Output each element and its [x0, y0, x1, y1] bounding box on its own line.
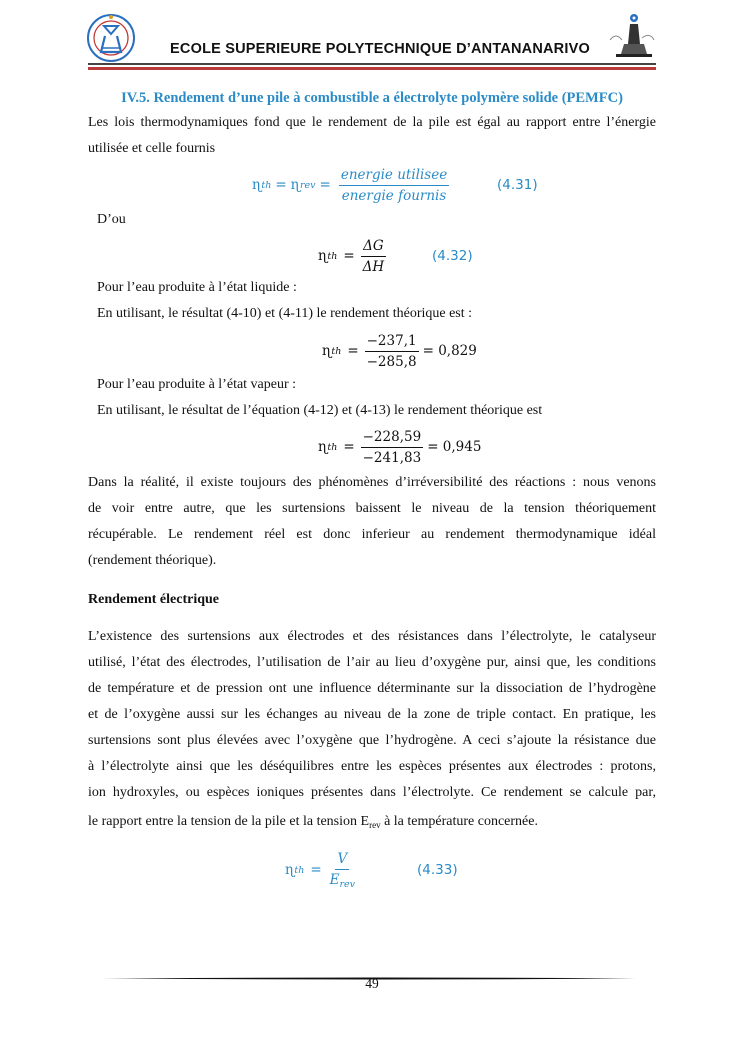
- eq-lhs: ɳ: [285, 862, 295, 878]
- eq-lhs-sub: th: [261, 179, 272, 191]
- section-title: IV.5. Rendement d’une pile à combustible a électrolyte polymère solide (PEMFC): [121, 90, 623, 106]
- eq-numerator: V: [335, 851, 349, 870]
- eq-denominator: [328, 870, 357, 890]
- subheading: Rendement électrique: [88, 592, 220, 607]
- eq-result: = 0,945: [427, 439, 482, 455]
- equation-number: (4.31): [497, 177, 538, 193]
- school-logo-left: [86, 12, 136, 64]
- liquid-heading: Pour l’eau produite à l’état liquide :: [97, 280, 297, 295]
- eq-denominator: −241,83: [362, 449, 422, 466]
- header-title: ECOLE SUPERIEURE POLYTECHNIQUE D’ANTANANARIVO: [170, 41, 590, 57]
- header-rule-red: [88, 67, 656, 70]
- eq-mid: ɳ: [290, 177, 300, 193]
- eq-numerator: ΔG: [361, 238, 386, 257]
- paragraph-line: surtensions sont plus élevées avec l’oxygène que l’hydrogène. A ceci s’ajoute la résistance due: [88, 733, 656, 748]
- eq-mid-sub: rev: [300, 179, 316, 191]
- paragraph-line: L’existence des surtensions aux électrodes et des résistances dans l’électrolyte, le catalyseur: [88, 629, 656, 644]
- paragraph-line: et de l’oxygène aussi sur les échanges au niveau de la zone de triple contact. En pratique, les: [88, 707, 656, 722]
- equation-4-33: ɳ th = $\frac{V}{E_{rev}}$: [285, 850, 356, 890]
- vapour-text: En utilisant, le résultat de l’équation (4-12) et (4-13) le rendement théorique est: [97, 403, 543, 418]
- eq-numerator: −237,1: [365, 333, 419, 352]
- den-sub: rev: [339, 878, 356, 890]
- equation-number: (4.33): [417, 862, 458, 878]
- text-before: le rapport entre la tension de la pile et la tension E: [88, 814, 370, 829]
- subscript-rev: rev: [369, 820, 381, 830]
- page-number: 49: [365, 976, 379, 991]
- equation-number: (4.32): [432, 248, 473, 264]
- eq-lhs-sub: th: [327, 441, 338, 453]
- department-logo-right: [606, 10, 656, 64]
- equation-vapour: ɳ th = $\frac{-228,59}{-241,83}$ = 0,945: [318, 428, 482, 466]
- eq-lhs-sub: th: [331, 345, 342, 357]
- paragraph-line: à l’électrolyte ainsi que les déséquilibres entre les espèces présentes aux électrodes : protons,: [88, 759, 656, 774]
- eq-numerator: energie utilisee: [339, 167, 449, 186]
- paragraph-line: de température et de pression ont une influence déterminante sur la dissociation de l’hydrogène: [88, 681, 656, 696]
- paragraph-line: (rendement théorique).: [88, 553, 217, 568]
- eq-denominator: −285,8: [366, 353, 417, 370]
- header-rule-thin: [88, 63, 656, 65]
- paragraph-line: ion hydroxyles, ou espèces ioniques présentes dans l’électrolyte. Ce rendement se calcule par,: [88, 785, 656, 800]
- eq-lhs: ɳ: [322, 343, 332, 359]
- liquid-text: En utilisant, le résultat (4-10) et (4-11) le rendement théorique est :: [97, 306, 473, 321]
- eq-result: = 0,829: [422, 343, 477, 359]
- eq-lhs-sub: th: [327, 250, 338, 262]
- equation-4-32: ɳ th = $\frac{\Delta G}{\Delta H}$: [318, 237, 385, 275]
- eq-lhs-sub: th: [294, 864, 305, 876]
- equation-liquid: ɳ th = $\frac{-237,1}{-285,8}$ = 0,829: [322, 332, 477, 370]
- text-after: à la température concernée.: [380, 814, 538, 829]
- paragraph-line: utilisée et celle fournis: [88, 141, 216, 156]
- equation-4-31: ɳ th = ɳ rev = $\frac{\text{energie utilisee}}{\text{energie fournis}}$: [252, 166, 448, 204]
- eq-denominator: ΔH: [362, 258, 385, 275]
- dou-label: D’ou: [97, 212, 126, 227]
- paragraph-line: de voir entre autre, que les surtensions baissent le niveau de la tension théoriquement: [88, 501, 656, 516]
- eq-denominator: energie fournis: [341, 187, 447, 204]
- eq-lhs: ɳ: [318, 248, 328, 264]
- paragraph-line: récupérable. Le rendement réel est donc inferieur au rendement thermodynamique idéal: [88, 527, 656, 542]
- paragraph-line: Les lois thermodynamiques fond que le rendement de la pile est égal au rapport entre l’énergie: [88, 115, 656, 130]
- paragraph-line: Dans la réalité, il existe toujours des phénomènes d’irréversibilité des réactions : nous venons: [88, 475, 656, 490]
- footer-rule: [102, 967, 642, 970]
- paragraph-line: utilisé, l’état des électrodes, l’utilisation de l’air au lieu d’oxygène pur, ainsi que, les conditions: [88, 655, 656, 670]
- den-main: E: [329, 871, 340, 888]
- paragraph-line-last: [88, 809, 656, 838]
- eq-lhs: ɳ: [318, 439, 328, 455]
- vapour-heading: Pour l’eau produite à l’état vapeur :: [97, 377, 297, 392]
- eq-numerator: −228,59: [361, 429, 424, 448]
- eq-lhs: ɳ: [252, 177, 262, 193]
